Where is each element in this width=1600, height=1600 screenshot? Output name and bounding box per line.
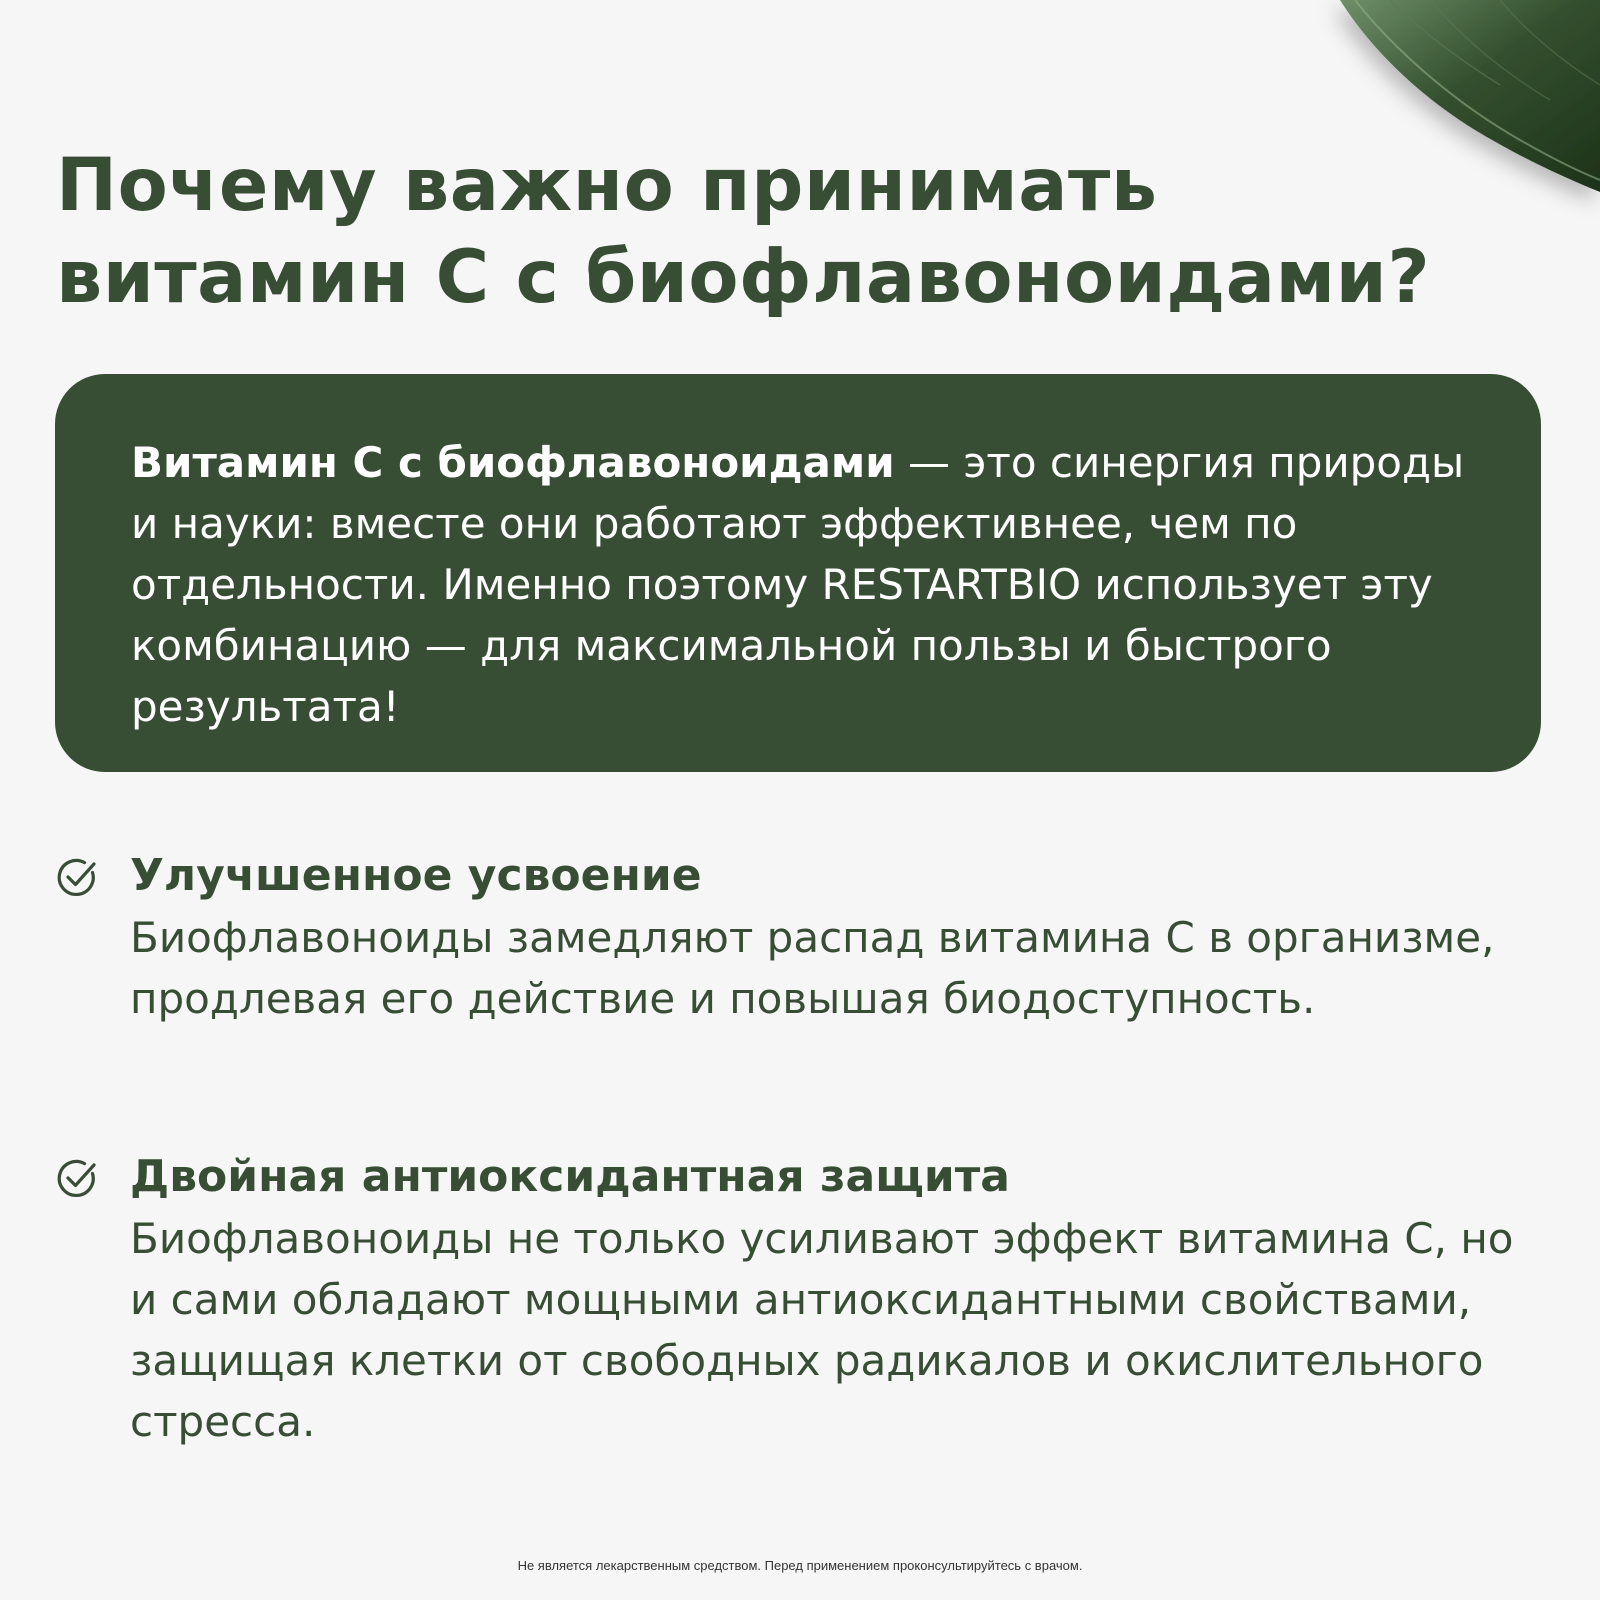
disclaimer: Не является лекарственным средством. Перед применением проконсультируйтесь с врачом.: [517, 1558, 1083, 1573]
check-circle-icon: [54, 855, 100, 901]
check-circle-icon: [54, 1156, 100, 1202]
benefit-title: Улучшенное усвоение: [130, 850, 702, 901]
benefit-title: Двойная антиоксидантная защита: [130, 1151, 1010, 1202]
intro-body-text: — это синергия природы и науки: вместе они работают эффективнее, чем по отдельности. Именно поэтому RESTARTBIO использует эту комбинацию — для максимальной пользы и быстрого результата!: [131, 438, 1465, 731]
page-title: Почему важно принимать витамин С с биофлавоноидами?: [56, 143, 1431, 320]
intro-text: [131, 432, 1471, 737]
intro-bold-text: Витамин С с биофлавоноидами: [131, 438, 895, 487]
benefit-text: Биофлавоноиды замедляют распад витамина С в организме, продлевая его действие и повышая биодоступность.: [130, 913, 1495, 1023]
benefit-item: [54, 845, 1544, 1029]
benefit-item: [54, 1146, 1544, 1452]
benefit-text: Биофлавоноиды не только усиливают эффект витамина С, но и сами обладают мощными антиоксидантными свойствами, защищая клетки от свободных радикалов и окислительного стресса.: [130, 1214, 1514, 1446]
intro-card: [55, 374, 1541, 772]
